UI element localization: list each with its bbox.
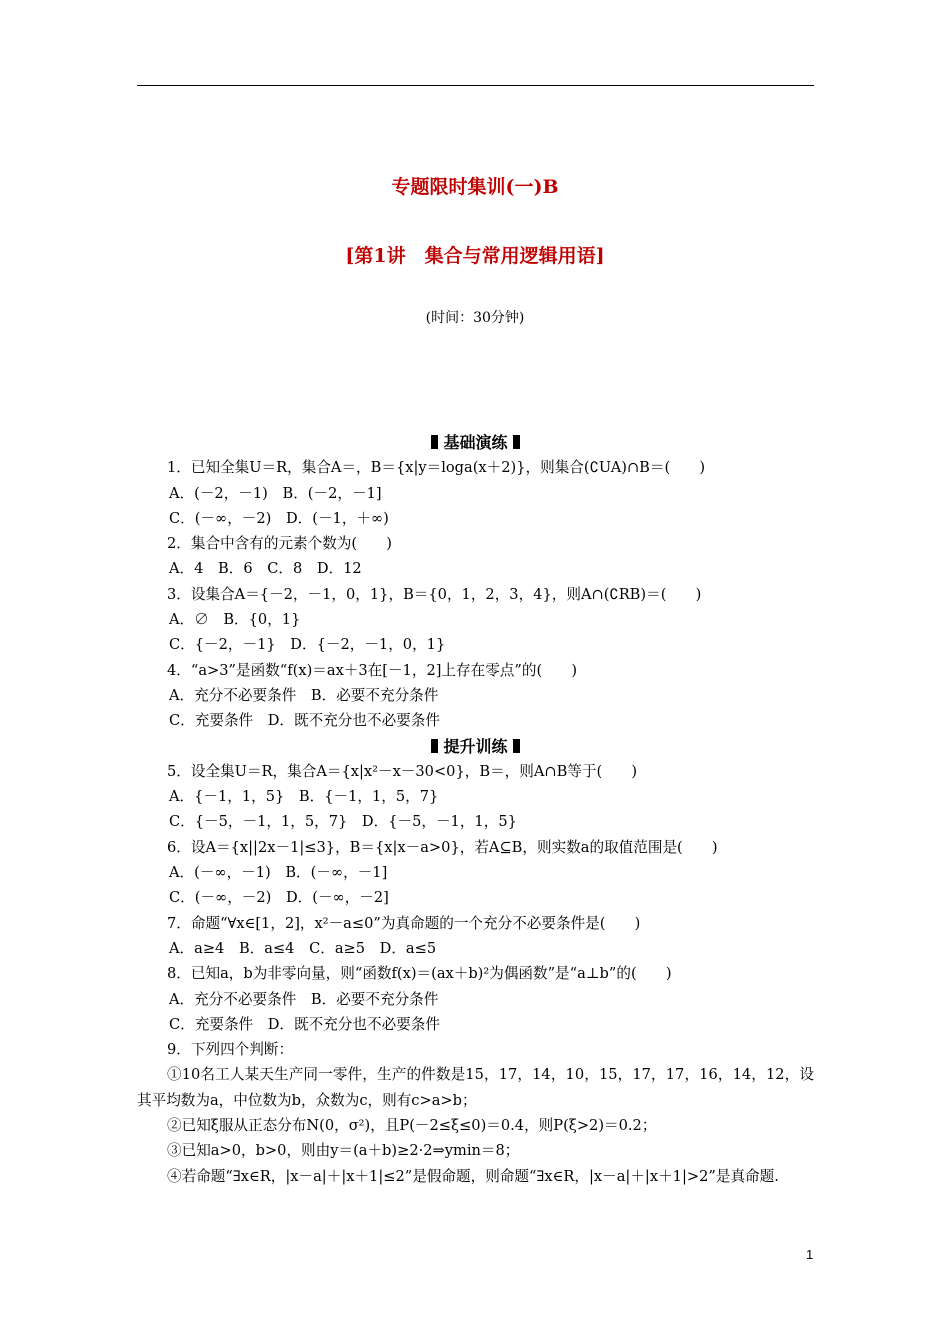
section-heading: [137, 430, 814, 455]
section-heading-label: 基础演练: [443, 433, 508, 452]
section-heading-label: 提升训练: [443, 736, 508, 756]
question-stem: 4．“a>3”是函数“f(x)＝ax＋3在[－1，2]上存在零点”的( ): [167, 661, 578, 679]
answer-options: A．{－1，1，5} B．{－1，1，5，7}: [169, 788, 439, 806]
document-title: 专题限时集训(一)B: [391, 176, 559, 198]
answer-options: A．∅ B．{0，1}: [169, 611, 301, 629]
question-stem: 7．命题“∀x∈[1，2]，x²－a≤0”为真命题的一个充分不必要条件是( ): [167, 914, 641, 932]
question-stem: 6．设A＝{x||2x－1|≤3}，B＝{x|x－a>0}，若A⊆B，则实数a的取值范围是( ): [167, 838, 718, 856]
judgment-item: ④若命题“∃x∈R，|x－a|＋|x＋1|≤2”是假命题，则命题“∃x∈R，|x－a|＋|x＋1|>2”是真命题.: [167, 1167, 779, 1185]
heading-block-left: [431, 435, 438, 449]
answer-options: C．(－∞，－2) D．(－1，＋∞): [169, 509, 389, 527]
section-heading: [137, 734, 814, 759]
judgment-item: ③已知a>0，b>0，则由y＝(a＋b)≥2·2⇒ymin＝8；: [167, 1142, 520, 1160]
answer-options: A．4 B．6 C．8 D．12: [169, 560, 362, 578]
answer-options: A．(－∞，－1) B．(－∞，－1]: [169, 864, 388, 882]
heading-block-right: [513, 435, 520, 449]
question-stem: 8．已知a，b为非零向量，则“函数f(x)＝(ax＋b)²为偶函数”是“a⊥b”的( ): [167, 965, 672, 983]
judgment-item: ②已知ξ服从正态分布N(0，σ²)，且P(－2≤ξ≤0)＝0.4，则P(ξ>2)＝0.2；: [167, 1117, 657, 1135]
answer-options: C．充要条件 D．既不充分也不必要条件: [169, 1015, 440, 1033]
answer-options: A．充分不必要条件 B．必要不充分条件: [169, 990, 439, 1008]
document-subtitle: [第1讲 集合与常用逻辑用语]: [345, 245, 605, 267]
judgment-item: ①10名工人某天生产同一零件，生产的件数是15，17，14，10，15，17，17，16，14，12，设其平均数为a，中位数为b，众数为c，则有c>a>b；: [137, 1066, 814, 1109]
question-content: [137, 430, 814, 1189]
question-stem: 2．集合中含有的元素个数为( ): [167, 535, 392, 553]
top-rule: [137, 85, 814, 86]
question-stem: 3．设集合A＝{－2，－1，0，1}，B＝{0，1，2，3，4}，则A∩(∁RB)＝( ): [167, 585, 702, 603]
heading-block-right: [513, 739, 520, 753]
page-number: 1: [806, 1247, 814, 1262]
answer-options: C．充要条件 D．既不充分也不必要条件: [169, 712, 440, 730]
question-stem: 5．设全集U＝R，集合A＝{x|x²－x－30<0}，B＝，则A∩B等于( ): [167, 762, 638, 780]
question-stem: 1．已知全集U＝R，集合A＝，B＝{x|y＝loga(x＋2)}，则集合(∁UA)∩B＝( ): [167, 459, 706, 477]
answer-options: A．充分不必要条件 B．必要不充分条件: [169, 686, 439, 704]
answer-options: A．a≥4 B．a≤4 C．a≥5 D．a≤5: [169, 939, 437, 957]
answer-options: C．{－5，－1，1，5，7} D．{－5，－1，1，5}: [169, 813, 517, 831]
answer-options: A．(－2，－1) B．(－2，－1]: [169, 484, 382, 502]
answer-options: C．(－∞，－2) D．(－∞，－2]: [169, 889, 389, 907]
time-note: (时间：30分钟): [425, 310, 525, 326]
answer-options: C．{－2，－1} D．{－2，－1，0，1}: [169, 636, 446, 654]
heading-block-left: [431, 739, 438, 753]
question-stem: 9．下列四个判断：: [167, 1041, 294, 1059]
